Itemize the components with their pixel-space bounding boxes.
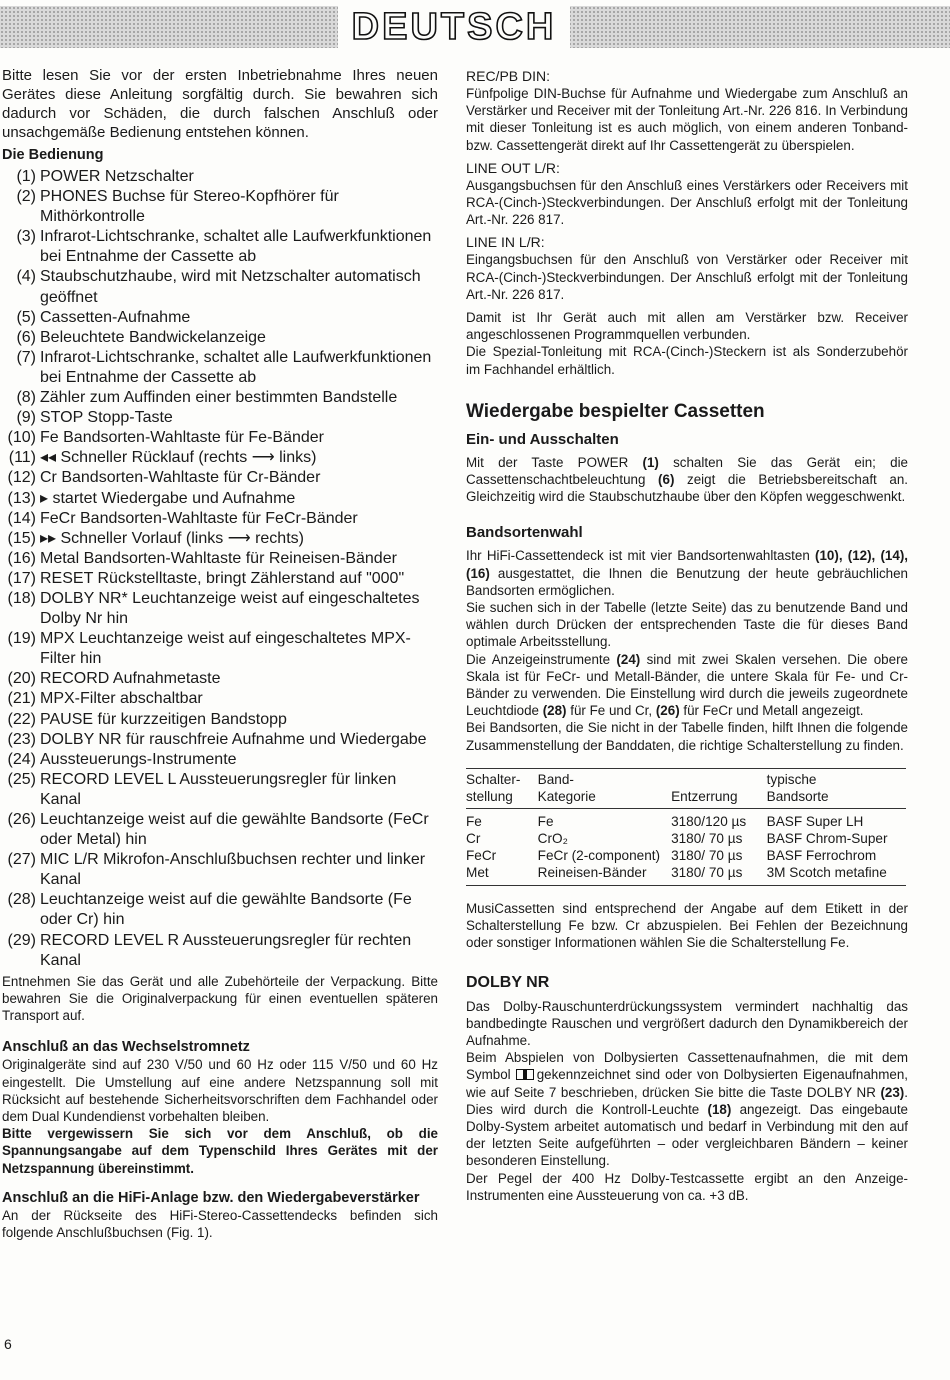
table-cell: BASF Chrom-Super (766, 830, 888, 846)
table-cell: 3180/ 70 µs (671, 864, 743, 880)
list-item (2, 408, 438, 428)
list-item-number: (22) (7, 710, 36, 728)
table-cell: Fe (537, 813, 554, 829)
list-item (2, 669, 438, 689)
tape-table (466, 768, 906, 886)
list-item-text: Cr Bandsorten-Wahltaste für Cr-Bänder (40, 469, 321, 487)
table-cell: 3180/120 µs (671, 813, 747, 829)
list-item-text: RECORD Aufnahmetaste (40, 670, 221, 688)
playback-heading: Wiedergabe bespielter Cassetten (466, 400, 765, 422)
list-item-text: ▸ startet Wiedergabe und Aufnahme (40, 489, 296, 507)
list-item-text: Beleuchtete Bandwickelanzeige (40, 328, 266, 346)
list-item-number: (19) (7, 630, 36, 648)
musi-paragraph: MusiCassetten sind entsprechend der Angabe auf dem Etikett in der Schalterstellung Fe bzw. Cr abzuspielen. Bei Fehlen der Bezeichnung oder sonstiger Informationen wählen Sie die Schalterstellung Fe. (466, 900, 908, 951)
table-cell: Cr (466, 830, 481, 846)
table-body (466, 813, 906, 886)
list-item-number: (26) (7, 811, 36, 828)
list-item (2, 730, 438, 750)
right-column (466, 68, 908, 1204)
list-item-text: Infrarot-Lichtschranke, schaltet alle Laufwerkfunktionen bei Entnahme der Cassette ab (40, 228, 432, 266)
intro-paragraph: Bitte lesen Sie vor der ersten Inbetriebnahme Ihres neuen Gerätes diese Anleitung sorgfältig durch. Sie bewahren sich dadurch vor Schäden, die durch falschen Anschluß oder unsachgemäße Bedienung entstehen können. (2, 67, 438, 141)
list-item-text: RESET Rückstelltaste, bringt Zählerstand auf "000" (40, 569, 405, 587)
netz-paragraph: Originalgeräte sind auf 230 V/50 und 60 Hz oder 115 V/50 und 60 Hz eingestellt. Die Umstellung auf eine andere Netzspannung soll mit Rücksicht auf bestehende Sicherheitsvorschriften dem Fachhandel oder dem Dual Kundendienst vorbehalten bleiben. (2, 1057, 438, 1124)
table-cell: 3M Scotch metafine (766, 864, 887, 880)
list-item-number: (12) (7, 469, 36, 487)
list-item (2, 448, 438, 468)
list-item-number: (10) (7, 429, 36, 447)
list-item-number: (6) (16, 328, 36, 346)
dolby-paragraph-2: Beim Abspielen von Dolbysierten Cassettenaufnahmen, die mit dem Symbol gekennzeichnet sind oder von Dolbysierten Eigenaufnahmen, wie auf Seite 7 beschrieben, drücken Sie bitte die Taste DOLBY NR (23). Dies wird durch die Kontroll-Leuchte (18) angezeigt. Das eingebaute Dolby-System arbeitet automatisch und bedarf in Verbindung mit den auf der letzten Seite aufgeführten – oder vergleichbaren Bändern – keiner besonderen Einstellung. (466, 1050, 908, 1169)
controls-list (2, 167, 438, 971)
list-item (2, 689, 438, 709)
table-row (466, 847, 906, 864)
bedienung-heading: Die Bedienung (2, 147, 104, 163)
recpb-paragraph: Fünfpolige DIN-Buchse für Aufnahme und Wiedergabe zum Anschluß an Verstärker und Receiver mit der Tonleitung Art.-Nr. 226 816. In Verbindung mit dieser Tonleitung ist es auch möglich, von einem anderen Tonband- bzw. Cassettengerät direkt auf Ihr Cassettengerät zu überspielen. (466, 86, 908, 153)
table-header: Schalter- stellung Band- Kategorie Entzerrung typische Bandsorte (466, 768, 906, 809)
list-item (2, 770, 438, 810)
list-item-number: (13) (7, 489, 36, 507)
list-item-text: PHONES Buchse für Stereo-Kopfhörer für Mithörkontrolle (40, 188, 339, 226)
band-paragraph-3: Die Anzeigeinstrumente (24) sind mit zwei Skalen versehen. Die obere Skala ist für FeCr- und Metall-Bänder, die untere Skala für Fe- und Cr-Bänder zu verwenden. Die Einstellung wird durch die jeweils zugeordnete Leuchtdiode (28) für Fe und Cr, (26) für FeCr und Metall angezeigt. (466, 651, 908, 719)
linein-paragraph: Eingangsbuchsen für den Anschluß von Verstärker oder Receiver mit RCA-(Cinch-)Steckverbindungen. Der Anschluß erfolgt mit der Tonleitung Art.-Nr. 226 817. (466, 252, 908, 302)
page-title: DEUTSCH (338, 6, 570, 48)
list-item-number: (29) (7, 931, 36, 949)
onoff-heading: Ein- und Ausschalten (466, 430, 619, 448)
connected-paragraph: Damit ist Ihr Gerät auch mit allen am Verstärker bzw. Receiver angeschlossenen Programmquellen verbunden. (466, 310, 908, 343)
list-item (2, 810, 438, 850)
list-item (2, 468, 438, 488)
list-item (2, 850, 438, 890)
list-item (2, 589, 438, 629)
list-item-number: (14) (7, 509, 36, 527)
linein-label: LINE IN L/R: (466, 234, 545, 251)
list-item-number: (24) (7, 750, 36, 768)
list-item-text: Staubschutzhaube, wird mit Netzschalter automatisch geöffnet (40, 268, 421, 306)
list-item-text: PAUSE für kurzzeitigen Bandstopp (40, 710, 287, 728)
band-heading: Bandsortenwahl (466, 524, 583, 542)
cable-paragraph: Die Spezial-Tonleitung mit RCA-(Cinch-)Steckern ist als Sonderzubehör im Fachhandel erhältlich. (466, 344, 908, 377)
recpb-label: REC/PB DIN: (466, 68, 551, 84)
table-row (466, 830, 906, 847)
list-item (2, 489, 438, 509)
table-row (466, 864, 906, 881)
list-item (2, 308, 438, 328)
table-cell: Reineisen-Bänder (537, 864, 647, 880)
list-item (2, 529, 438, 549)
list-item (2, 890, 438, 930)
list-item-text: RECORD LEVEL R Aussteuerungsregler für rechten Kanal (40, 931, 412, 969)
list-item-text: ◂◂ Schneller Rücklauf (rechts ⟶ links) (40, 449, 317, 467)
table-cell: Met (466, 864, 489, 880)
list-item-text: Leuchtanzeige weist auf die gewählte Bandsorte (FeCr oder Metal) hin (40, 811, 429, 849)
list-item-text: Infrarot-Lichtschranke, schaltet alle Laufwerkfunktionen bei Entnahme der Cassette ab (40, 348, 432, 386)
list-item-number: (1) (16, 168, 36, 185)
list-item-number: (7) (16, 348, 36, 366)
list-item (2, 348, 438, 388)
table-cell: 3180/ 70 µs (671, 847, 743, 863)
list-item (2, 509, 438, 529)
band-paragraph-1: Ihr HiFi-Cassettendeck ist mit vier Bandsortenwahltasten (10), (12), (14), (16) ausgestattet, die Ihnen die Benutzung der heute gebräuchlichen Bandsorten ermöglichen. (466, 548, 909, 598)
unpack-paragraph: Entnehmen Sie das Gerät und alle Zubehörteile der Verpackung. Bitte bewahren Sie die Originalverpackung für einen eventuellen späteren Transport auf. (2, 973, 438, 1024)
hifi-paragraph: An der Rückseite des HiFi-Stereo-Cassettendecks befinden sich folgende Anschlußbuchsen (Fig. 1). (2, 1207, 438, 1240)
table-cell: BASF Super LH (766, 813, 864, 829)
list-item-text: Cassetten-Aufnahme (40, 308, 191, 326)
list-item (2, 569, 438, 589)
dolby-paragraph-1: Das Dolby-Rauschunterdrückungssystem vermindert nachhaltig das bandbedingte Rauschen und vergrößert dadurch den Dynamikbereich der Aufnahme. (466, 998, 908, 1048)
list-item (2, 710, 438, 730)
list-item (2, 267, 438, 307)
list-item (2, 549, 438, 569)
table-cell: 3180/ 70 µs (671, 830, 743, 846)
list-item-number: (11) (8, 449, 36, 467)
list-item-number: (23) (7, 730, 36, 748)
list-item-number: (4) (16, 268, 36, 286)
list-item-text: POWER Netzschalter (40, 168, 194, 185)
list-item-text: DOLBY NR* Leuchtanzeige weist auf eingeschaltetes Dolby Nr hin (40, 589, 420, 628)
list-item (2, 388, 438, 408)
list-item-number: (17) (7, 569, 36, 587)
list-item-number: (15) (7, 529, 36, 547)
dolby-double-d-icon (516, 1069, 532, 1080)
list-item (2, 428, 438, 448)
list-item (2, 167, 438, 187)
dolby-heading: DOLBY NR (466, 973, 550, 991)
table-cell: FeCr (466, 847, 497, 863)
list-item-number: (21) (7, 690, 36, 708)
table-cell: FeCr (2-component) (537, 847, 661, 863)
list-item-text: RECORD LEVEL L Aussteuerungsregler für linken Kanal (40, 770, 397, 808)
table-cell: BASF Ferrochrom (766, 847, 877, 863)
list-item-text: Zähler zum Auffinden einer bestimmten Bandstelle (40, 389, 398, 407)
lineout-paragraph: Ausgangsbuchsen für den Anschluß eines Verstärkers oder Receivers mit RCA-(Cinch-)Steckverbindungen. Der Anschluß erfolgt mit der Tonleitung Art.-Nr. 226 817. (466, 177, 908, 228)
list-item-text: Leuchtanzeige weist auf die gewählte Bandsorte (Fe oder Cr) hin (40, 891, 412, 929)
list-item-number: (9) (16, 409, 36, 427)
netz-heading: Anschluß an das Wechselstromnetz (2, 1039, 250, 1056)
list-item-text: Metal Bandsorten-Wahltaste für Reineisen-Bänder (40, 549, 397, 567)
list-item-number: (5) (16, 308, 36, 326)
list-item-number: (25) (7, 770, 36, 788)
list-item-text: ▸▸ Schneller Vorlauf (links ⟶ rechts) (40, 529, 304, 547)
list-item-number: (28) (7, 891, 36, 909)
hifi-heading: Anschluß an die HiFi-Anlage bzw. den Wiedergabeverstärker (2, 1189, 420, 1206)
list-item (2, 629, 438, 669)
list-item-text: Fe Bandsorten-Wahltaste für Fe-Bänder (40, 429, 324, 447)
page-number: 6 (4, 1336, 12, 1352)
table-cell: Fe (466, 813, 482, 829)
table-cell: CrO₂ (537, 830, 568, 846)
list-item (2, 187, 438, 227)
list-item (2, 227, 438, 267)
dolby-paragraph-3: Der Pegel der 400 Hz Dolby-Testcassette ergibt an den Anzeige-Instrumenten eine Aussteuerung von ca. +3 dB. (466, 1170, 908, 1203)
list-item (2, 328, 438, 348)
list-item-text: MPX Leuchtanzeige weist auf eingeschaltetes MPX-Filter hin (40, 630, 411, 668)
list-item-text: Aussteuerungs-Instrumente (40, 750, 237, 768)
list-item-text: DOLBY NR für rauschfreie Aufnahme und Wiedergabe (40, 730, 427, 748)
table-row (466, 813, 906, 830)
onoff-paragraph: Mit der Taste POWER (1) schalten Sie das Gerät ein; die Cassettenschachtbeleuchtung (6) zeigt die Betriebsbereitschaft an. Gleichzeitig wird die Staubschutzhaube über den Köpfen weggeschwenkt. (466, 454, 909, 505)
list-item-number: (27) (7, 851, 36, 869)
band-paragraph-4: Bei Bandsorten, die Sie nicht in der Tabelle finden, hilft Ihnen die folgende Zusammenstellung der Banddaten, die richtige Schalterstellung zu finden. (466, 720, 908, 753)
list-item (2, 931, 438, 971)
list-item-number: (16) (7, 549, 36, 567)
list-item (2, 750, 438, 770)
list-item-number: (18) (7, 589, 36, 607)
left-column (2, 66, 438, 1241)
list-item-number: (2) (16, 188, 36, 206)
list-item-number: (3) (16, 228, 36, 246)
list-item-number: (20) (7, 670, 36, 688)
list-item-text: MIC L/R Mikrofon-Anschlußbuchsen rechter und linker Kanal (40, 851, 426, 889)
band-paragraph-2: Sie suchen sich in der Tabelle (letzte Seite) das zu benutzende Band und wählen durch Drücken der entsprechenden Taste die für dieses Band optimale Arbeitsstellung. (466, 600, 908, 650)
list-item-text: FeCr Bandsorten-Wahltaste für FeCr-Bänder (40, 509, 358, 527)
list-item-text: MPX-Filter abschaltbar (40, 690, 203, 708)
netz-warning: Bitte vergewissern Sie sich vor dem Anschluß, ob die Spannungsangabe auf dem Typenschild Ihres Gerätes mit der Netzspannung übereinstimmt. (2, 1126, 438, 1176)
list-item-number: (8) (16, 389, 36, 407)
lineout-label: LINE OUT L/R: (466, 159, 560, 176)
list-item-text: STOP Stopp-Taste (40, 409, 173, 427)
